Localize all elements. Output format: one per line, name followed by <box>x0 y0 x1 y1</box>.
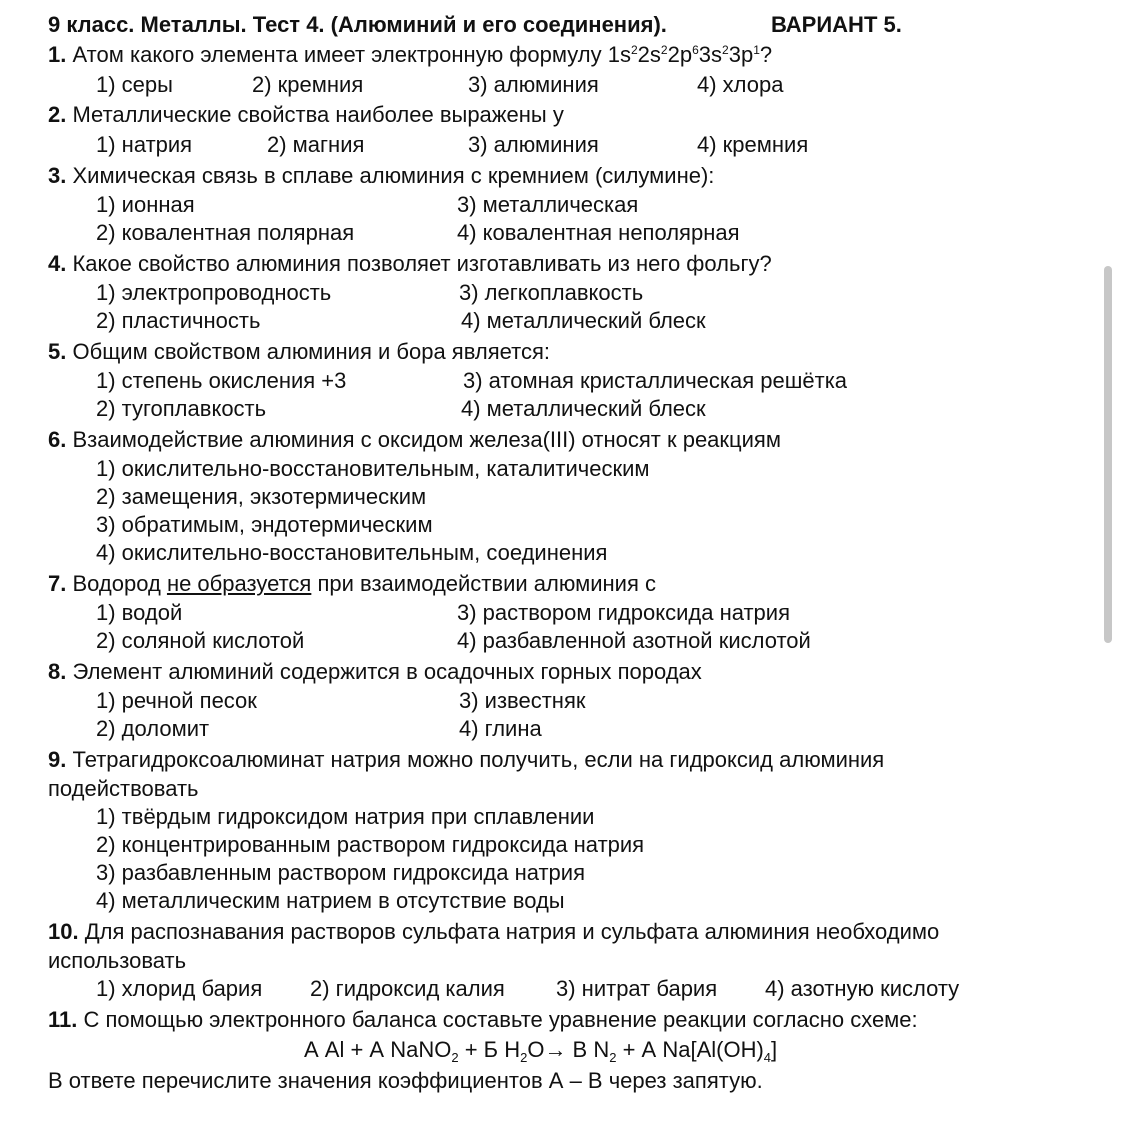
question-8: 8. Элемент алюминий содержится в осадочных горных породах <box>48 659 702 684</box>
q7-option-4: 4) разбавленной азотной кислотой <box>457 628 811 653</box>
q3-option-3: 3) металлическая <box>457 192 639 217</box>
q2-option-4: 4) кремния <box>697 132 809 157</box>
q5-option-4: 4) металлический блеск <box>461 396 706 421</box>
q10-option-1: 1) хлорид бария <box>96 976 263 1001</box>
variant-label: ВАРИАНТ 5. <box>771 12 902 37</box>
question-10: 10. Для распознавания растворов сульфата натрия и сульфата алюминия необходимо <box>48 919 940 944</box>
question-11: 11. С помощью электронного баланса составьте уравнение реакции согласно схеме: <box>48 1007 918 1032</box>
q1-option-2: 2) кремния <box>252 72 364 97</box>
q5-option-1: 1) степень окисления +3 <box>96 368 347 393</box>
worksheet-title: 9 класс. Металлы. Тест 4. (Алюминий и его соединения). <box>48 12 667 37</box>
q4-option-2: 2) пластичность <box>96 308 261 333</box>
question-9: 9. Тетрагидроксоалюминат натрия можно получить, если на гидроксид алюминия <box>48 747 885 772</box>
q7-option-3: 3) раствором гидроксида натрия <box>457 600 790 625</box>
q8-option-3: 3) известняк <box>459 688 586 713</box>
question-5: 5. Общим свойством алюминия и бора является: <box>48 339 551 364</box>
question-7: 7. Водород не образуется при взаимодействии алюминия с <box>48 571 656 596</box>
q4-option-1: 1) электропроводность <box>96 280 332 305</box>
q8-option-2: 2) доломит <box>96 716 210 741</box>
q2-option-1: 1) натрия <box>96 132 193 157</box>
answer-instruction: В ответе перечислите значения коэффициентов А – В через запятую. <box>48 1068 763 1093</box>
q6-option-3: 3) обратимым, эндотермическим <box>96 512 433 537</box>
question-10-continued: использовать <box>48 948 187 973</box>
q3-option-4: 4) ковалентная неполярная <box>457 220 740 245</box>
q5-option-3: 3) атомная кристаллическая решётка <box>463 368 848 393</box>
q2-option-3: 3) алюминия <box>468 132 599 157</box>
q6-option-2: 2) замещения, экзотермическим <box>96 484 427 509</box>
q9-option-3: 3) разбавленным раствором гидроксида натрия <box>96 860 585 885</box>
reaction-scheme: А Al + А NaNO$_2$ + Б $H_2O\to В$ $N_2 + А$ $Na[Al(OH)_4]$ <box>304 1037 778 1065</box>
q3-option-1: 1) ионная <box>96 192 195 217</box>
question-1: 1. Атом какого элемента имеет электронную формулу $1s^22s^22p^63s^23p^1$? <box>48 42 773 67</box>
question-4: 4. Какое свойство алюминия позволяет изготавливать из него фольгу? <box>48 251 772 276</box>
underlined-emphasis: не образуется <box>166 571 312 596</box>
q7-option-2: 2) соляной кислотой <box>96 628 305 653</box>
q2-option-2: 2) магния <box>267 132 365 157</box>
q3-option-2: 2) ковалентная полярная <box>96 220 355 245</box>
q4-option-4: 4) металлический блеск <box>461 308 706 333</box>
q1-option-1: 1) серы <box>96 72 173 97</box>
q7-option-1: 1) водой <box>96 600 183 625</box>
question-2: 2. Металлические свойства наиболее выражены у <box>48 102 564 127</box>
q1-option-3: 3) алюминия <box>468 72 599 97</box>
q6-option-1: 1) окислительно-восстановительным, каталитическим <box>96 456 650 481</box>
q6-option-4: 4) окислительно-восстановительным, соединения <box>96 540 608 565</box>
question-6: 6. Взаимодействие алюминия с оксидом железа(III) относят к реакциям <box>48 427 781 452</box>
q5-option-2: 2) тугоплавкость <box>96 396 267 421</box>
q9-option-2: 2) концентрированным раствором гидроксида натрия <box>96 832 645 857</box>
vertical-scrollbar-thumb[interactable] <box>1104 266 1112 643</box>
q9-option-4: 4) металлическим натрием в отсутствие воды <box>96 888 565 913</box>
q4-option-3: 3) легкоплавкость <box>459 280 644 305</box>
q9-option-1: 1) твёрдым гидроксидом натрия при сплавлении <box>96 804 595 829</box>
question-9-continued: подействовать <box>48 776 199 801</box>
q8-option-4: 4) глина <box>459 716 542 741</box>
q10-option-4: 4) азотную кислоту <box>765 976 960 1001</box>
electron-formula: $1s^22s^22p^63s^23p^1$ <box>607 42 760 67</box>
q1-option-4: 4) хлора <box>697 72 784 97</box>
q10-option-3: 3) нитрат бария <box>556 976 718 1001</box>
question-3: 3. Химическая связь в сплаве алюминия с кремнием (силумине): <box>48 163 715 188</box>
q10-option-2: 2) гидроксид калия <box>310 976 505 1001</box>
q8-option-1: 1) речной песок <box>96 688 257 713</box>
